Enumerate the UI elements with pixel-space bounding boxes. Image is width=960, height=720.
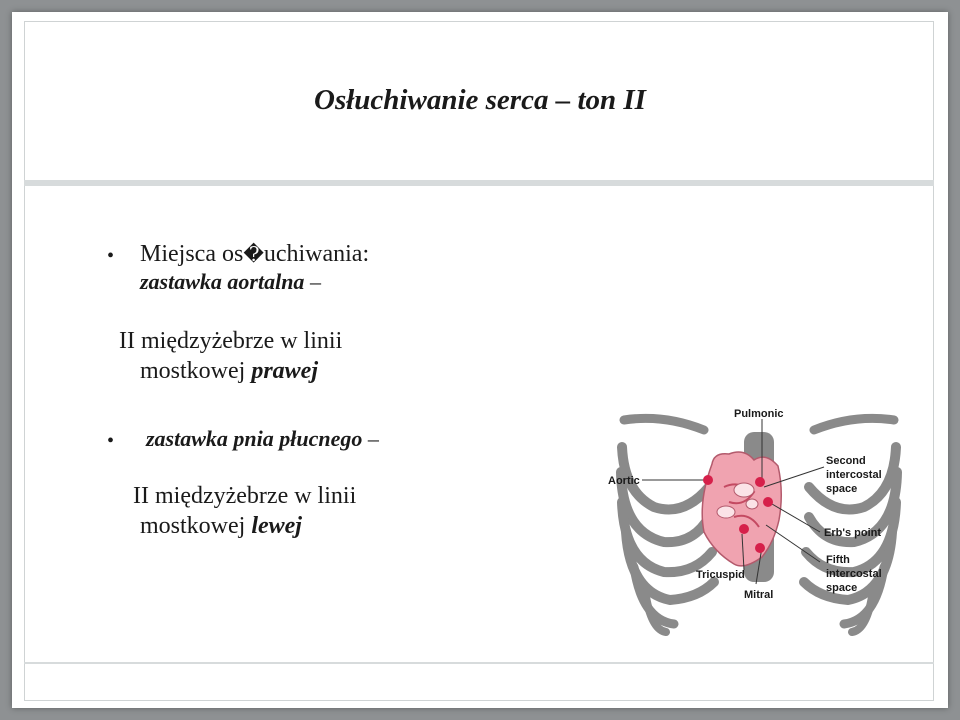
bullet1-lead-text: Miejsca os <box>140 241 244 267</box>
bullet1-line4-text: mostkowej <box>140 358 252 384</box>
heart-auscultation-diagram <box>594 392 924 637</box>
footer-divider <box>24 662 934 664</box>
slide-title: Osłuchiwanie serca – ton II <box>314 84 646 116</box>
missing-glyph: � <box>243 244 264 266</box>
mitral-point <box>755 543 765 553</box>
bullet-marker: • <box>107 430 115 452</box>
tricuspid-point <box>739 524 749 534</box>
side-right-emphasis: prawej <box>251 358 318 384</box>
erbs-point-dot <box>763 497 773 507</box>
label-tricuspid: Tricuspid <box>696 569 745 581</box>
bullet2-line1 <box>146 425 379 453</box>
label-pulmonic: Pulmonic <box>734 408 784 420</box>
aortic-point <box>703 475 713 485</box>
label-second-1: Second <box>826 455 866 467</box>
label-second-3: space <box>826 483 858 495</box>
bullet2-line3 <box>140 512 302 540</box>
label-aortic: Aortic <box>608 475 640 487</box>
bullet1-line2 <box>140 268 321 296</box>
bullet1-line4 <box>140 357 318 385</box>
label-fifth-2: intercostal <box>826 568 882 580</box>
label-erbs-point: Erb's point <box>824 527 882 539</box>
dash: – <box>309 269 321 294</box>
pulmonic-point <box>755 477 765 487</box>
bullet2-line3-text: mostkowej <box>140 513 252 539</box>
bullet-list <box>12 12 572 612</box>
bullet1-tail-text: uchiwania: <box>263 241 370 267</box>
label-fifth-1: Fifth <box>826 554 850 566</box>
side-left-emphasis: lewej <box>251 513 302 539</box>
bullet2-line2: II międzyżebrze w linii <box>133 483 357 509</box>
bullet1-line3: II międzyżebrze w linii <box>119 328 343 354</box>
aortic-valve-label: zastawka aortalna <box>140 269 305 294</box>
slide <box>12 12 948 708</box>
label-mitral: Mitral <box>744 589 774 601</box>
bullet1-line1 <box>140 240 369 269</box>
pulmonary-valve-label: zastawka pnia płucnego <box>146 426 363 451</box>
label-fifth-3: space <box>826 582 858 594</box>
dash: – <box>367 426 379 451</box>
label-second-2: intercostal <box>826 469 882 481</box>
bullet-marker: • <box>107 245 115 267</box>
